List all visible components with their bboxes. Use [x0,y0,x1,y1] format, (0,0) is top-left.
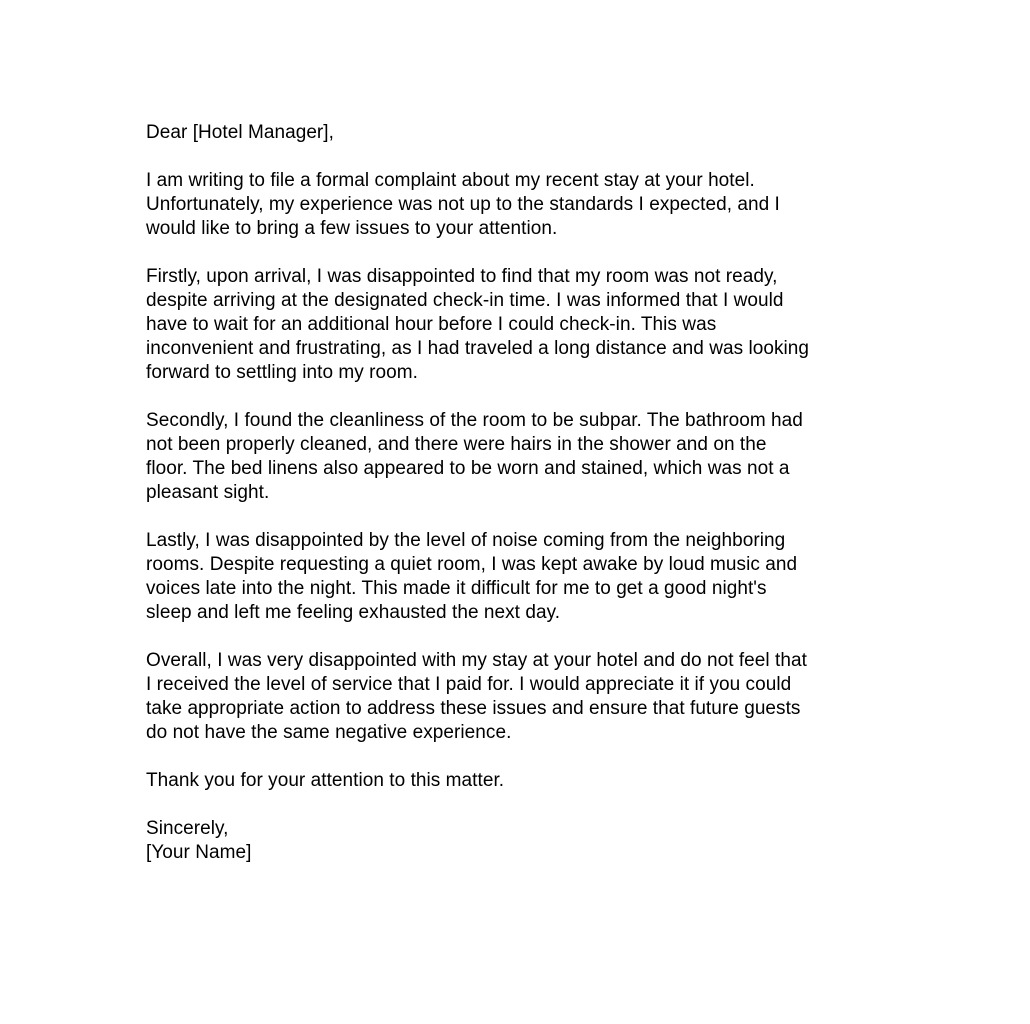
text-line: [Your Name] [146,842,252,863]
signature [146,817,890,865]
text-line: Thank you for your attention to this matter. [146,770,505,791]
paragraph-overall [146,649,890,745]
text-line: Dear [Hotel Manager], [146,122,334,143]
text-line: Overall, I was very disappointed with my stay at your hotel and do not feel that [146,650,807,671]
text-line: inconvenient and frustrating, as I had traveled a long distance and was looking [146,338,810,359]
text-line: despite arriving at the designated check-in time. I was informed that I would [146,290,784,311]
text-line: Lastly, I was disappointed by the level of noise coming from the neighboring [146,530,786,551]
text-line: Sincerely, [146,818,229,839]
text-line: Unfortunately, my experience was not up to the standards I expected, and I [146,194,780,215]
text-line: rooms. Despite requesting a quiet room, I was kept awake by loud music and [146,554,798,575]
text-line: voices late into the night. This made it difficult for me to get a good night's [146,578,767,599]
text-line: forward to settling into my room. [146,362,418,383]
text-line: would like to bring a few issues to your attention. [146,218,558,239]
text-line: Secondly, I found the cleanliness of the room to be subpar. The bathroom had [146,410,803,431]
text-line: pleasant sight. [146,482,270,503]
text-line: floor. The bed linens also appeared to be worn and stained, which was not a [146,458,790,479]
paragraph-thanks [146,769,890,793]
salutation [146,121,890,145]
text-line: I am writing to file a formal complaint about my recent stay at your hotel. [146,170,755,191]
text-line: have to wait for an additional hour before I could check-in. This was [146,314,717,335]
paragraph-intro [146,169,890,241]
paragraph-secondly [146,409,890,505]
text-line: I received the level of service that I paid for. I would appreciate it if you could [146,674,792,695]
text-line: sleep and left me feeling exhausted the next day. [146,602,561,623]
text-line: Firstly, upon arrival, I was disappointed to find that my room was not ready, [146,266,778,287]
paragraph-lastly [146,529,890,625]
paragraph-firstly [146,265,890,385]
text-line: do not have the same negative experience. [146,722,512,743]
text-line: not been properly cleaned, and there were hairs in the shower and on the [146,434,767,455]
letter-body [146,121,890,865]
text-line: take appropriate action to address these issues and ensure that future guests [146,698,801,719]
